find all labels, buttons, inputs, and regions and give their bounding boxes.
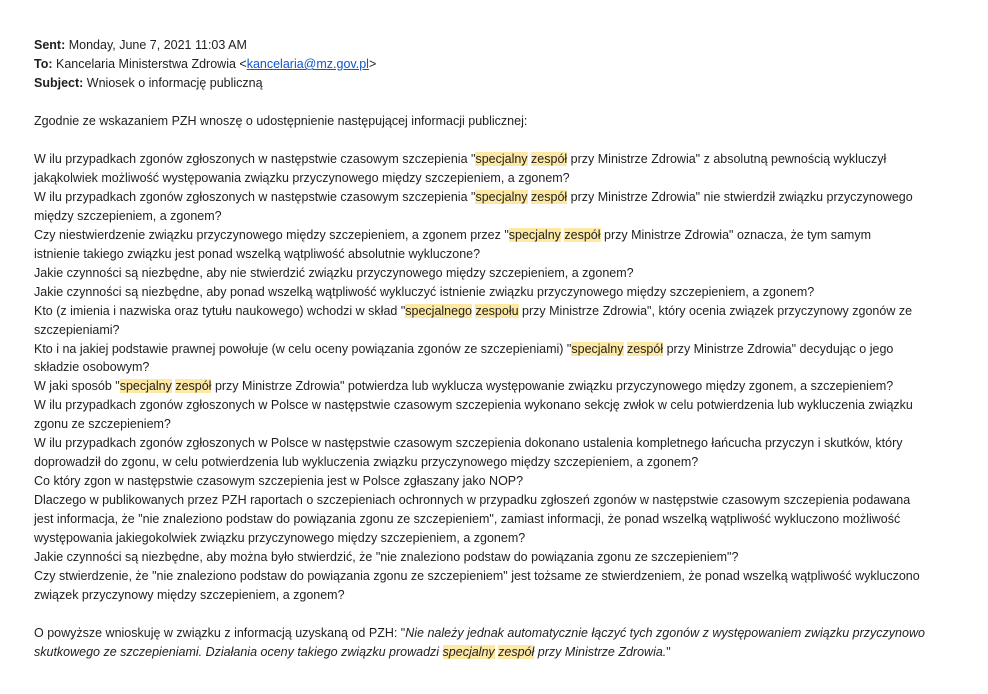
body-line: [34, 436, 902, 451]
text-run: związek przyczynowy między szczepieniem, a zgonem?: [34, 587, 345, 602]
highlighted-term: zespół: [564, 227, 601, 242]
text-run: skutkowego ze szczepieniami. Działania oceny takiego związku prowadzi: [34, 645, 443, 659]
body-line: [34, 569, 920, 584]
body-line: [34, 171, 570, 186]
text-run: jest informacja, że "nie znaleziono podstaw do powiązania zgonu ze szczepieniem", zamiast informacji, że ponad wszelką wątpliwość wykluczono możliwość: [34, 512, 901, 527]
body-line: [34, 512, 900, 527]
sent-label: Sent:: [34, 38, 66, 52]
body-line: [34, 360, 149, 375]
body-line: [34, 228, 871, 243]
text-run: zgonu ze szczepieniem?: [34, 417, 171, 432]
highlighted-term: specjalnego: [405, 303, 472, 318]
text-run: Nie należy jednak automatycznie łączyć tych zgonów z występowaniem związku przyczynowo: [405, 626, 925, 640]
to-name: Kancelaria Ministerstwa Zdrowia <: [56, 57, 247, 71]
subject-row: [34, 76, 263, 91]
to-label: To:: [34, 57, 53, 71]
text-run: składzie osobowym?: [34, 360, 150, 375]
highlighted-term: zespół: [626, 341, 664, 356]
text-run: między szczepieniem, a zgonem?: [34, 208, 222, 223]
text-run: Jakie czynności są niezbędne, aby można było stwierdzić, że "nie znaleziono podstaw do powiązania zgonu ze szczepieniem"?: [34, 549, 739, 564]
to-row: [34, 57, 376, 72]
body-line: [34, 379, 893, 394]
text-run: Czy niestwierdzenie związku przyczynowego między szczepieniem, a zgonem przez ": [34, 227, 509, 242]
body-line: [34, 304, 912, 319]
text-run: Kto (z imienia i nazwiska oraz tytułu naukowego) wchodzi w skład ": [34, 303, 406, 318]
body-line: [34, 645, 671, 660]
body-line: [34, 342, 893, 357]
highlighted-term: specjalny: [571, 341, 624, 356]
text-run: szczepieniami?: [34, 322, 120, 337]
text-run: W ilu przypadkach zgonów zgłoszonych w Polsce w następstwie czasowym szczepienia wykonano sekcję zwłok w celu potwierdzenia lub wykluczenia związku: [34, 398, 913, 413]
highlighted-term: specjalny: [475, 152, 528, 166]
text-run: O powyższe wnioskuję w związku z informacją uzyskaną od PZH: ": [34, 626, 406, 640]
text-run: przy Ministrze Zdrowia" decydując o jego: [663, 341, 894, 356]
body-line: [34, 455, 698, 470]
highlighted-term: specjalny: [475, 189, 528, 204]
body-line: [34, 626, 925, 641]
highlighted-term: zespół: [531, 189, 568, 204]
body-line: [34, 266, 634, 281]
text-run: przy Ministrze Zdrowia" potwierdza lub wyklucza występowanie związku przyczynowego między zgonem, a szczepieniem?: [211, 379, 894, 394]
text-run: Dlaczego w publikowanych przez PZH raportach o szczepieniach ochronnych w przypadku zgłoszeń zgonów w następstwie czasowym szczepienia podawana: [34, 493, 911, 508]
text-run: ": [666, 645, 671, 659]
text-run: Jakie czynności są niezbędne, aby nie stwierdzić związku przyczynowego między szczepieniem, a zgonem?: [34, 265, 634, 280]
body-line: [34, 493, 910, 508]
text-run: przy Ministrze Zdrowia", który ocenia związek przyczynowy zgonów ze: [518, 303, 913, 318]
text-run: Jakie czynności są niezbędne, aby ponad wszelką wątpliwość wykluczyć istnienie związku przyczynowego między szczepieniem, a zgonem?: [34, 284, 815, 299]
body-line: [34, 209, 222, 224]
body-line: [34, 550, 738, 565]
body-line: [34, 190, 913, 205]
text-run: Kto i na jakiej podstawie prawnej powołuje (w celu oceny powiązania zgonów ze szczepieniami) ": [34, 341, 572, 356]
text-run: doprowadził do zgonu, w celu potwierdzenia lub wykluczenia związku przyczynowego między szczepieniem, a zgonem?: [34, 455, 699, 470]
text-run: Czy stwierdzenie, że "nie znaleziono podstaw do powiązania zgonu ze szczepieniem" jest tożsame ze stwierdzeniem, że ponad wszelką wątpliwość wykluczono: [34, 568, 920, 583]
text-run: przy Ministrze Zdrowia" nie stwierdził związku przyczynowego: [567, 189, 913, 204]
highlighted-term: specjalny: [119, 379, 172, 394]
body-line: [34, 247, 480, 262]
highlighted-term: zespół: [531, 152, 568, 166]
text-run: W ilu przypadkach zgonów zgłoszonych w następstwie czasowym szczepienia ": [34, 189, 476, 204]
highlighted-term: zespołu: [475, 303, 519, 318]
text-run: przy Ministrze Zdrowia" oznacza, że tym samym: [600, 227, 872, 242]
body-line: [34, 152, 886, 167]
text-run: Co który zgon w następstwie czasowym szczepienia jest w Polsce zgłaszany jako NOP?: [34, 474, 524, 489]
text-run: przy Ministrze Zdrowia" z absolutną pewnością wykluczył: [567, 152, 887, 166]
sent-row: [34, 38, 247, 53]
body-line: [34, 474, 523, 489]
text-run: istnienie takiego związku jest ponad wszelką wątpliwość absolutnie wykluczone?: [34, 246, 481, 261]
to-close: >: [368, 57, 377, 71]
body-line: [34, 323, 119, 338]
highlighted-term: specjalny: [442, 645, 495, 659]
subject-label: Subject:: [34, 76, 84, 90]
to-email-link[interactable]: kancelaria@mz.gov.pl: [246, 57, 369, 71]
text-run: występowania jakiegokolwiek związku przyczynowego między szczepieniem, a zgonem?: [34, 531, 526, 545]
body-line: [34, 531, 525, 546]
intro-paragraph: Zgodnie ze wskazaniem PZH wnoszę o udostępnienie następującej informacji publicznej:: [34, 114, 528, 128]
sent-value: Monday, June 7, 2021 11:03 AM: [68, 38, 247, 52]
body-line: [34, 285, 814, 300]
subject-value: Wniosek o informację publiczną: [86, 76, 263, 90]
body-line: [34, 417, 171, 432]
body-line: [34, 588, 345, 603]
highlighted-term: specjalny: [508, 227, 561, 242]
text-run: jakąkolwiek możliwość występowania związku przyczynowego między szczepieniem, a zgonem?: [34, 170, 570, 185]
body-line: [34, 398, 913, 413]
text-run: W jaki sposób ": [34, 379, 120, 394]
text-run: W ilu przypadkach zgonów zgłoszonych w następstwie czasowym szczepienia ": [34, 152, 476, 166]
text-run: W ilu przypadkach zgonów zgłoszonych w Polsce w następstwie czasowym szczepienia dokonano ustalenia kompletnego łańcucha przyczyn i skutków, który: [34, 436, 903, 451]
highlighted-term: zespół: [175, 379, 212, 394]
text-run: przy Ministrze Zdrowia.: [534, 645, 667, 659]
highlighted-term: zespół: [498, 645, 535, 659]
